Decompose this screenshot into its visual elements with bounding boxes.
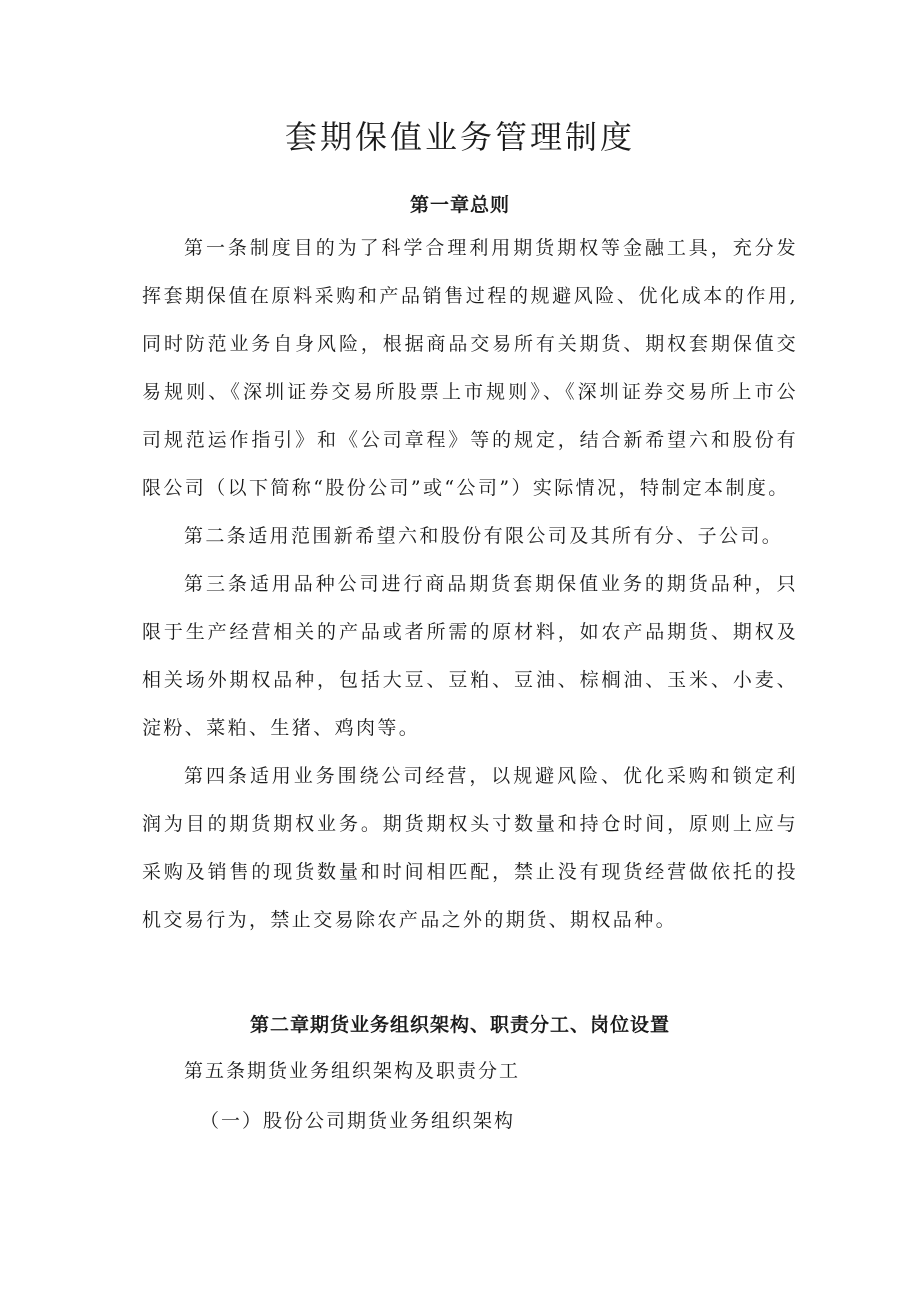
article-5: 第五条期货业务组织架构及职责分工 [184, 1060, 521, 1082]
chapter-2-heading: 第二章期货业务组织架构、职责分工、岗位设置 [249, 1014, 670, 1036]
article-1: 第一条制度目的为了科学合理利用期货期权等金融工具，充分发挥套期保值在原料采购和产品销售过程的规避风险、优化成本的作用,同时防范业务自身风险，根据商品交易所有关期货、期权套期保值交易规则、《深圳证券交易所股票上市规则》、《深圳证券交易所上市公司规范运作指引》和《公司章程》等的规定，结合新希望六和股份有限公司（以下简称“股份公司”或“公司”）实际情况，特制定本制度。 [142, 237, 798, 499]
article-3: 第三条适用品种公司进行商品期货套期保值业务的期货品种，只限于生产经营相关的产品或者所需的原材料，如农产品期货、期权及相关场外期权品种，包括大豆、豆粕、豆油、棕榈油、玉米、小麦、淀粉、菜粕、生猪、鸡肉等。 [142, 573, 798, 739]
article-2: 第二条适用范围新希望六和股份有限公司及其所有分、子公司。 [184, 525, 784, 547]
document-title: 套期保值业务管理制度 [284, 118, 635, 156]
chapter-1-heading: 第一章总则 [409, 194, 510, 216]
article-4: 第四条适用业务围绕公司经营，以规避风险、优化采购和锁定利润为目的期货期权业务。期货期权头寸数量和持仓时间，原则上应与采购及销售的现货数量和时间相匹配，禁止没有现货经营做依托的投机交易行为，禁止交易除农产品之外的期货、期权品种。 [142, 765, 798, 931]
section-1-heading: （一）股份公司期货业务组织架构 [200, 1110, 516, 1132]
